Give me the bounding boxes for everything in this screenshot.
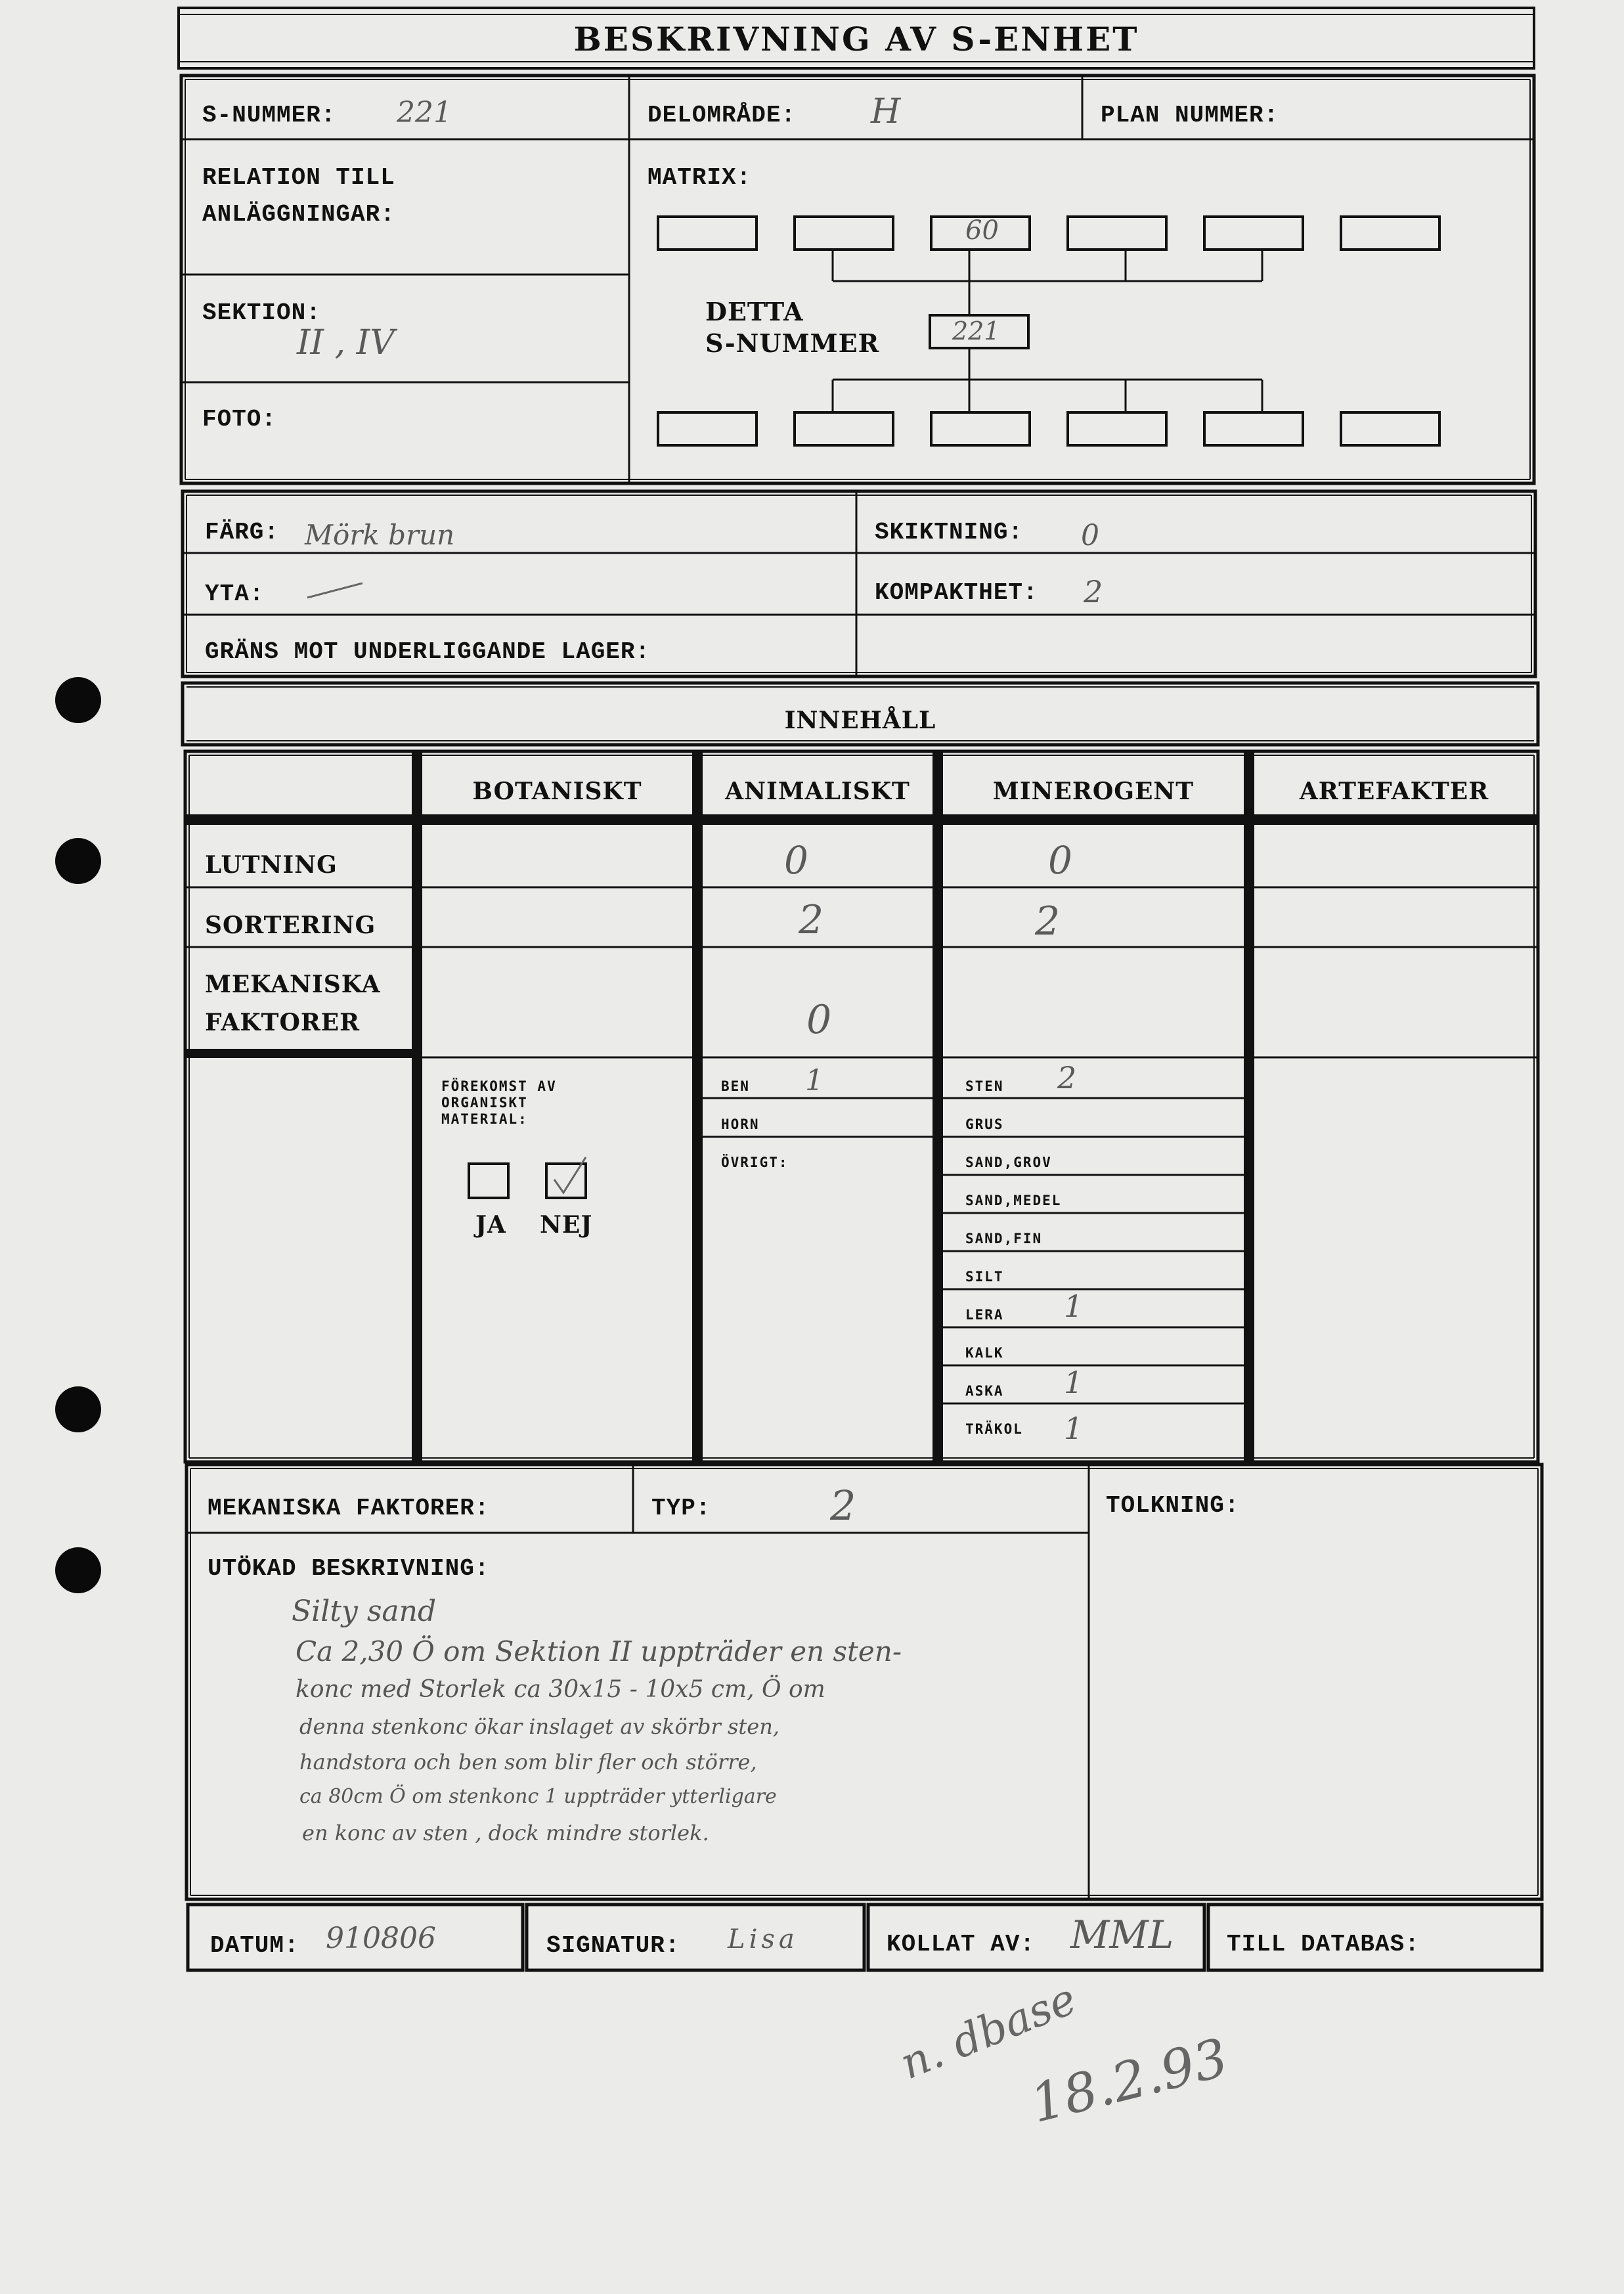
minerogent-item-value: 1 [1064, 1365, 1084, 1400]
animaliskt-item-value: 1 [805, 1064, 823, 1097]
foto-label: FOTO: [202, 406, 277, 433]
utokad-line: handstora och ben som blir fler och större, [299, 1750, 757, 1775]
s-nummer-label: S-NUMMER: [202, 102, 336, 129]
header-minerogent: MINEROGENT [992, 778, 1195, 805]
row-sortering-label: SORTERING [205, 912, 376, 939]
minerogent-item-value: 2 [1057, 1060, 1077, 1095]
animaliskt-item-label: ÖVRIGT: [721, 1155, 789, 1170]
row-mekaniska-label: MEKANISKA [205, 971, 381, 998]
delomrade-label: DELOMRÅDE: [647, 102, 797, 129]
signatur-label: SIGNATUR: [546, 1932, 680, 1959]
s-nummer-value: 221 [397, 96, 452, 129]
typ-label: TYP: [651, 1495, 711, 1522]
yta-label: YTA: [205, 581, 265, 607]
till-databas-label: TILL DATABAS: [1227, 1931, 1420, 1958]
nej-label: NEJ [540, 1211, 593, 1239]
utokad-line: Ca 2,30 Ö om Sektion II uppträder en sten- [296, 1635, 902, 1667]
minerogent-item-value: 1 [1064, 1411, 1084, 1446]
utokad-line: en konc av sten , dock mindre storlek. [302, 1820, 709, 1845]
farg-label: FÄRG: [205, 519, 280, 546]
forekomst-label-2: ORGANISKT [441, 1095, 528, 1111]
skiktning-label: SKIKTNING: [875, 519, 1024, 546]
minerogent-item-label: KALK [965, 1345, 1004, 1361]
tolkning-label: TOLKNING: [1106, 1492, 1240, 1519]
dbase-note: n. dbase [893, 1973, 1084, 2090]
yta-value [394, 571, 403, 582]
matrix-label: MATRIX: [647, 164, 752, 191]
row-lutning-label: LUTNING [205, 851, 338, 879]
form-title: BESKRIVNING AV S-ENHET [573, 20, 1139, 58]
dbase-date: 18.2.93 [1024, 2027, 1234, 2135]
minerogent-item-label: STEN [965, 1078, 1004, 1094]
forekomst-label-3: MATERIAL: [441, 1111, 528, 1127]
checkbox-ja[interactable] [469, 1164, 508, 1198]
header-animaliskt: ANIMALISKT [725, 778, 910, 805]
kollat-label: KOLLAT AV: [887, 1931, 1036, 1958]
matrix-top-value: 60 [965, 215, 999, 246]
animaliskt-mekaniska-value: 0 [806, 997, 832, 1043]
signatur-value: Lisa [728, 1924, 799, 1954]
utokad-label: UTÖKAD BESKRIVNING: [208, 1555, 490, 1582]
matrix-center-value: 221 [952, 317, 1000, 345]
minerogent-item-label: ASKA [965, 1383, 1004, 1399]
checkbox-nej[interactable] [546, 1164, 586, 1198]
header-botaniskt: BOTANISKT [472, 778, 642, 805]
row-mekaniska-label-2: FAKTORER [205, 1009, 361, 1036]
minerogent-item-label: LERA [965, 1307, 1004, 1323]
sektion-value: II , IV [297, 323, 395, 363]
animaliskt-lutning-value: 0 [784, 838, 808, 883]
minerogent-lutning-value: 0 [1048, 838, 1072, 883]
minerogent-item-label: TRÄKOL [965, 1421, 1023, 1437]
detta-label-2: S-NUMMER [705, 328, 880, 358]
plan-nummer-label: PLAN NUMMER: [1101, 102, 1279, 129]
utokad-line: konc med Storlek ca 30x15 - 10x5 cm, Ö om [296, 1676, 825, 1703]
kompakthet-label: KOMPAKTHET: [875, 579, 1038, 606]
sektion-label: SEKTION: [202, 299, 321, 326]
minerogent-item-label: SILT [965, 1269, 1004, 1285]
forekomst-label: FÖREKOMST AV [441, 1078, 557, 1094]
relation-label-2: ANLÄGGNINGAR: [202, 201, 395, 228]
minerogent-sortering-value: 2 [1035, 898, 1061, 944]
utokad-line: Silty sand [292, 1595, 437, 1628]
minerogent-item-value: 1 [1064, 1289, 1084, 1324]
utokad-line: ca 80cm Ö om stenkonc 1 uppträder ytterligare [299, 1785, 777, 1808]
kompakthet-value: 2 [1084, 574, 1103, 609]
animaliskt-item-label: BEN [721, 1078, 750, 1094]
delomrade-value: H [871, 92, 901, 131]
animaliskt-item-label: HORN [721, 1116, 760, 1132]
ja-label: JA [475, 1211, 506, 1239]
minerogent-item-label: SAND,FIN [965, 1231, 1043, 1246]
minerogent-item-label: SAND,MEDEL [965, 1193, 1062, 1208]
farg-value: Mörk brun [305, 519, 455, 551]
utokad-line: denna stenkonc ökar inslaget av skörbr sten, [299, 1714, 779, 1739]
header-artefakter: ARTEFAKTER [1299, 778, 1489, 805]
minerogent-item-label: SAND,GROV [965, 1155, 1052, 1170]
grans-label: GRÄNS MOT UNDERLIGGANDE LAGER: [205, 638, 651, 665]
relation-label: RELATION TILL [202, 164, 395, 191]
datum-label: DATUM: [210, 1932, 299, 1959]
kollat-value: MML [1070, 1912, 1174, 1957]
mekaniska-faktorer-label: MEKANISKA FAKTORER: [208, 1495, 490, 1522]
datum-value: 910806 [326, 1922, 436, 1955]
detta-label: DETTA [705, 297, 804, 326]
minerogent-item-label: GRUS [965, 1116, 1004, 1132]
skiktning-value: 0 [1081, 519, 1099, 552]
typ-value: 2 [830, 1482, 856, 1530]
innehall-label: INNEHÅLL [784, 707, 936, 734]
animaliskt-sortering-value: 2 [799, 897, 824, 943]
